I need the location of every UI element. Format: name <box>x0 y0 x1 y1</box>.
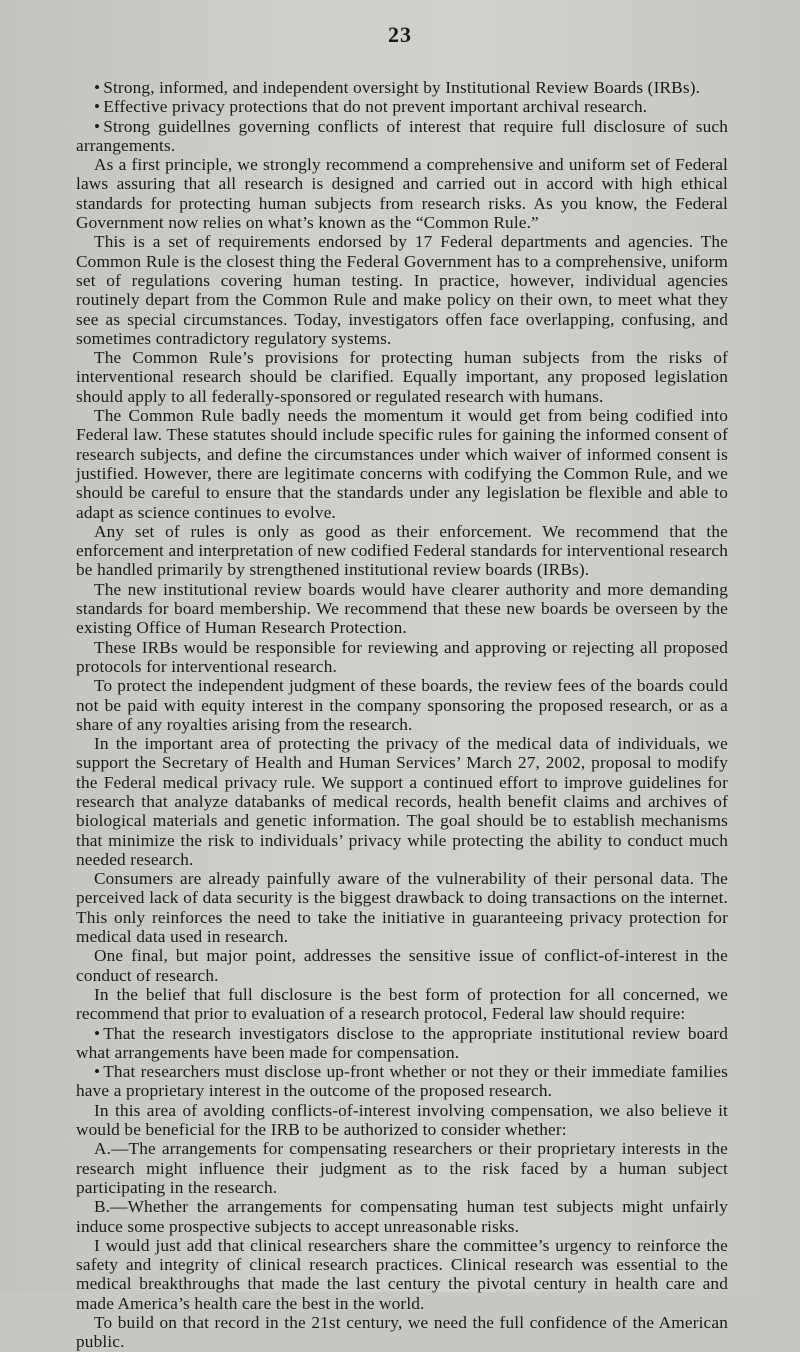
paragraph: I would just add that clinical researchers share the committee’s urgency to reinforce the safety and integrity of clinical research practices. Clinical research was essential to the medical breakthroughs that made the last century the pivotal century in health care and made America’s health care the best in the world. <box>76 1235 728 1313</box>
paragraph: To protect the independent judgment of these boards, the review fees of the boards could not be paid with equity interest in the company sponsoring the proposed research, or as a share of any royalties arising from the research. <box>76 676 728 734</box>
paragraph: One final, but major point, addresses the sensitive issue of conflict-of-interest in the conduct of research. <box>76 946 728 985</box>
body-text <box>76 78 728 1352</box>
paragraph: A.—The arrangements for compensating researchers or their proprietary interests in the research might influence their judgment as to the risk faced by a human subject participating in the research. <box>76 1139 728 1197</box>
paragraph: In the belief that full disclosure is the best form of protection for all concerned, we recommend that prior to evaluation of a research protocol, Federal law should require: <box>76 984 728 1024</box>
page-number: 23 <box>388 22 412 47</box>
paragraph: In the important area of protecting the privacy of the medical data of individuals, we support the Secretary of Health and Human Services’ March 27, 2002, proposal to modify the Federal medical privacy rule. We support a continued effort to improve guidelines for research that analyze databanks of medical records, health benefit claims and archives of biological materials and genetic information. The goal should be to establish mechanisms that minimize the risk to individuals’ privacy while protecting the ability to conduct much needed research. <box>76 734 728 869</box>
bullet-paragraph: • Strong guidellnes governing conflicts of interest that require full disclosure of such arrangements. <box>76 117 728 156</box>
paragraph: This is a set of requirements endorsed by 17 Federal departments and agencies. The Common Rule is the closest thing the Federal Government has to a comprehensive, uniform set of regulations covering human testing. In practice, however, individual agencies routinely depart from the Common Rule and make policy on their own, to meet what they see as special circumstances. Today, investigators offen face overlapping, confusing, and sometimes contradictory regulatory systems. <box>76 232 728 348</box>
paragraph: Consumers are already painfully aware of the vulnerability of their personal data. The perceived lack of data security is the biggest drawback to doing transactions on the internet. This only reinforces the need to take the initiative in guaranteeing privacy protection for medical data used in research. <box>76 869 728 947</box>
paragraph: These IRBs would be responsible for reviewing and approving or rejecting all proposed protocols for interventional research. <box>76 637 728 676</box>
paragraph: As a first principle, we strongly recommend a comprehensive and uniform set of Federal laws assuring that all research is designed and carried out in accord with high ethical standards for protecting human subjects from research risks. As you know, the Federal Government now relies on what’s known as the “Common Rule.” <box>76 155 728 233</box>
paragraph: Any set of rules is only as good as their enforcement. We recommend that the enforcement and interpretation of new codified Federal standards for interventional research be handled primarily by strengthened institutional review boards (IRBs). <box>76 521 728 580</box>
bullet-paragraph: • That researchers must disclose up-front whether or not they or their immediate families have a proprietary interest in the outcome of the proposed research. <box>76 1062 728 1101</box>
paragraph: The Common Rule’s provisions for protecting human subjects from the risks of interventional research should be clarified. Equally important, any proposed legislation should apply to all federally-sponsored or regulated research with humans. <box>76 348 728 406</box>
bullet-paragraph: • That the research investigators disclose to the appropriate institutional review board what arrangements have been made for compensation. <box>76 1024 728 1063</box>
paragraph: The new institutional review boards would have clearer authority and more demanding standards for board membership. We recommend that these new boards be overseen by the existing Office of Human Research Protection. <box>76 579 728 638</box>
paragraph: The Common Rule badly needs the momentum it would get from being codified into Federal law. These statutes should include specific rules for gaining the informed consent of research subjects, and define the circumstances under which waiver of informed consent is justified. However, there are legitimate concerns with codifying the Common Rule, and we should be careful to ensure that the standards under any legislation be flexible and able to adapt as science continues to evolve. <box>76 406 728 522</box>
bullet-paragraph: • Effective privacy protections that do not prevent important archival research. <box>76 97 728 116</box>
paragraph: B.—Whether the arrangements for compensating human test subjects might unfairly induce some prospective subjects to accept unreasonable risks. <box>76 1197 728 1236</box>
bullet-paragraph: • Strong, informed, and independent oversight by Institutional Review Boards (IRBs). <box>76 78 728 97</box>
paragraph: To build on that record in the 21st century, we need the full confidence of the American public. <box>76 1313 728 1352</box>
paragraph: In this area of avolding conflicts-of-interest involving compensation, we also believe it would be beneficial for the IRB to be authorized to consider whether: <box>76 1100 728 1140</box>
